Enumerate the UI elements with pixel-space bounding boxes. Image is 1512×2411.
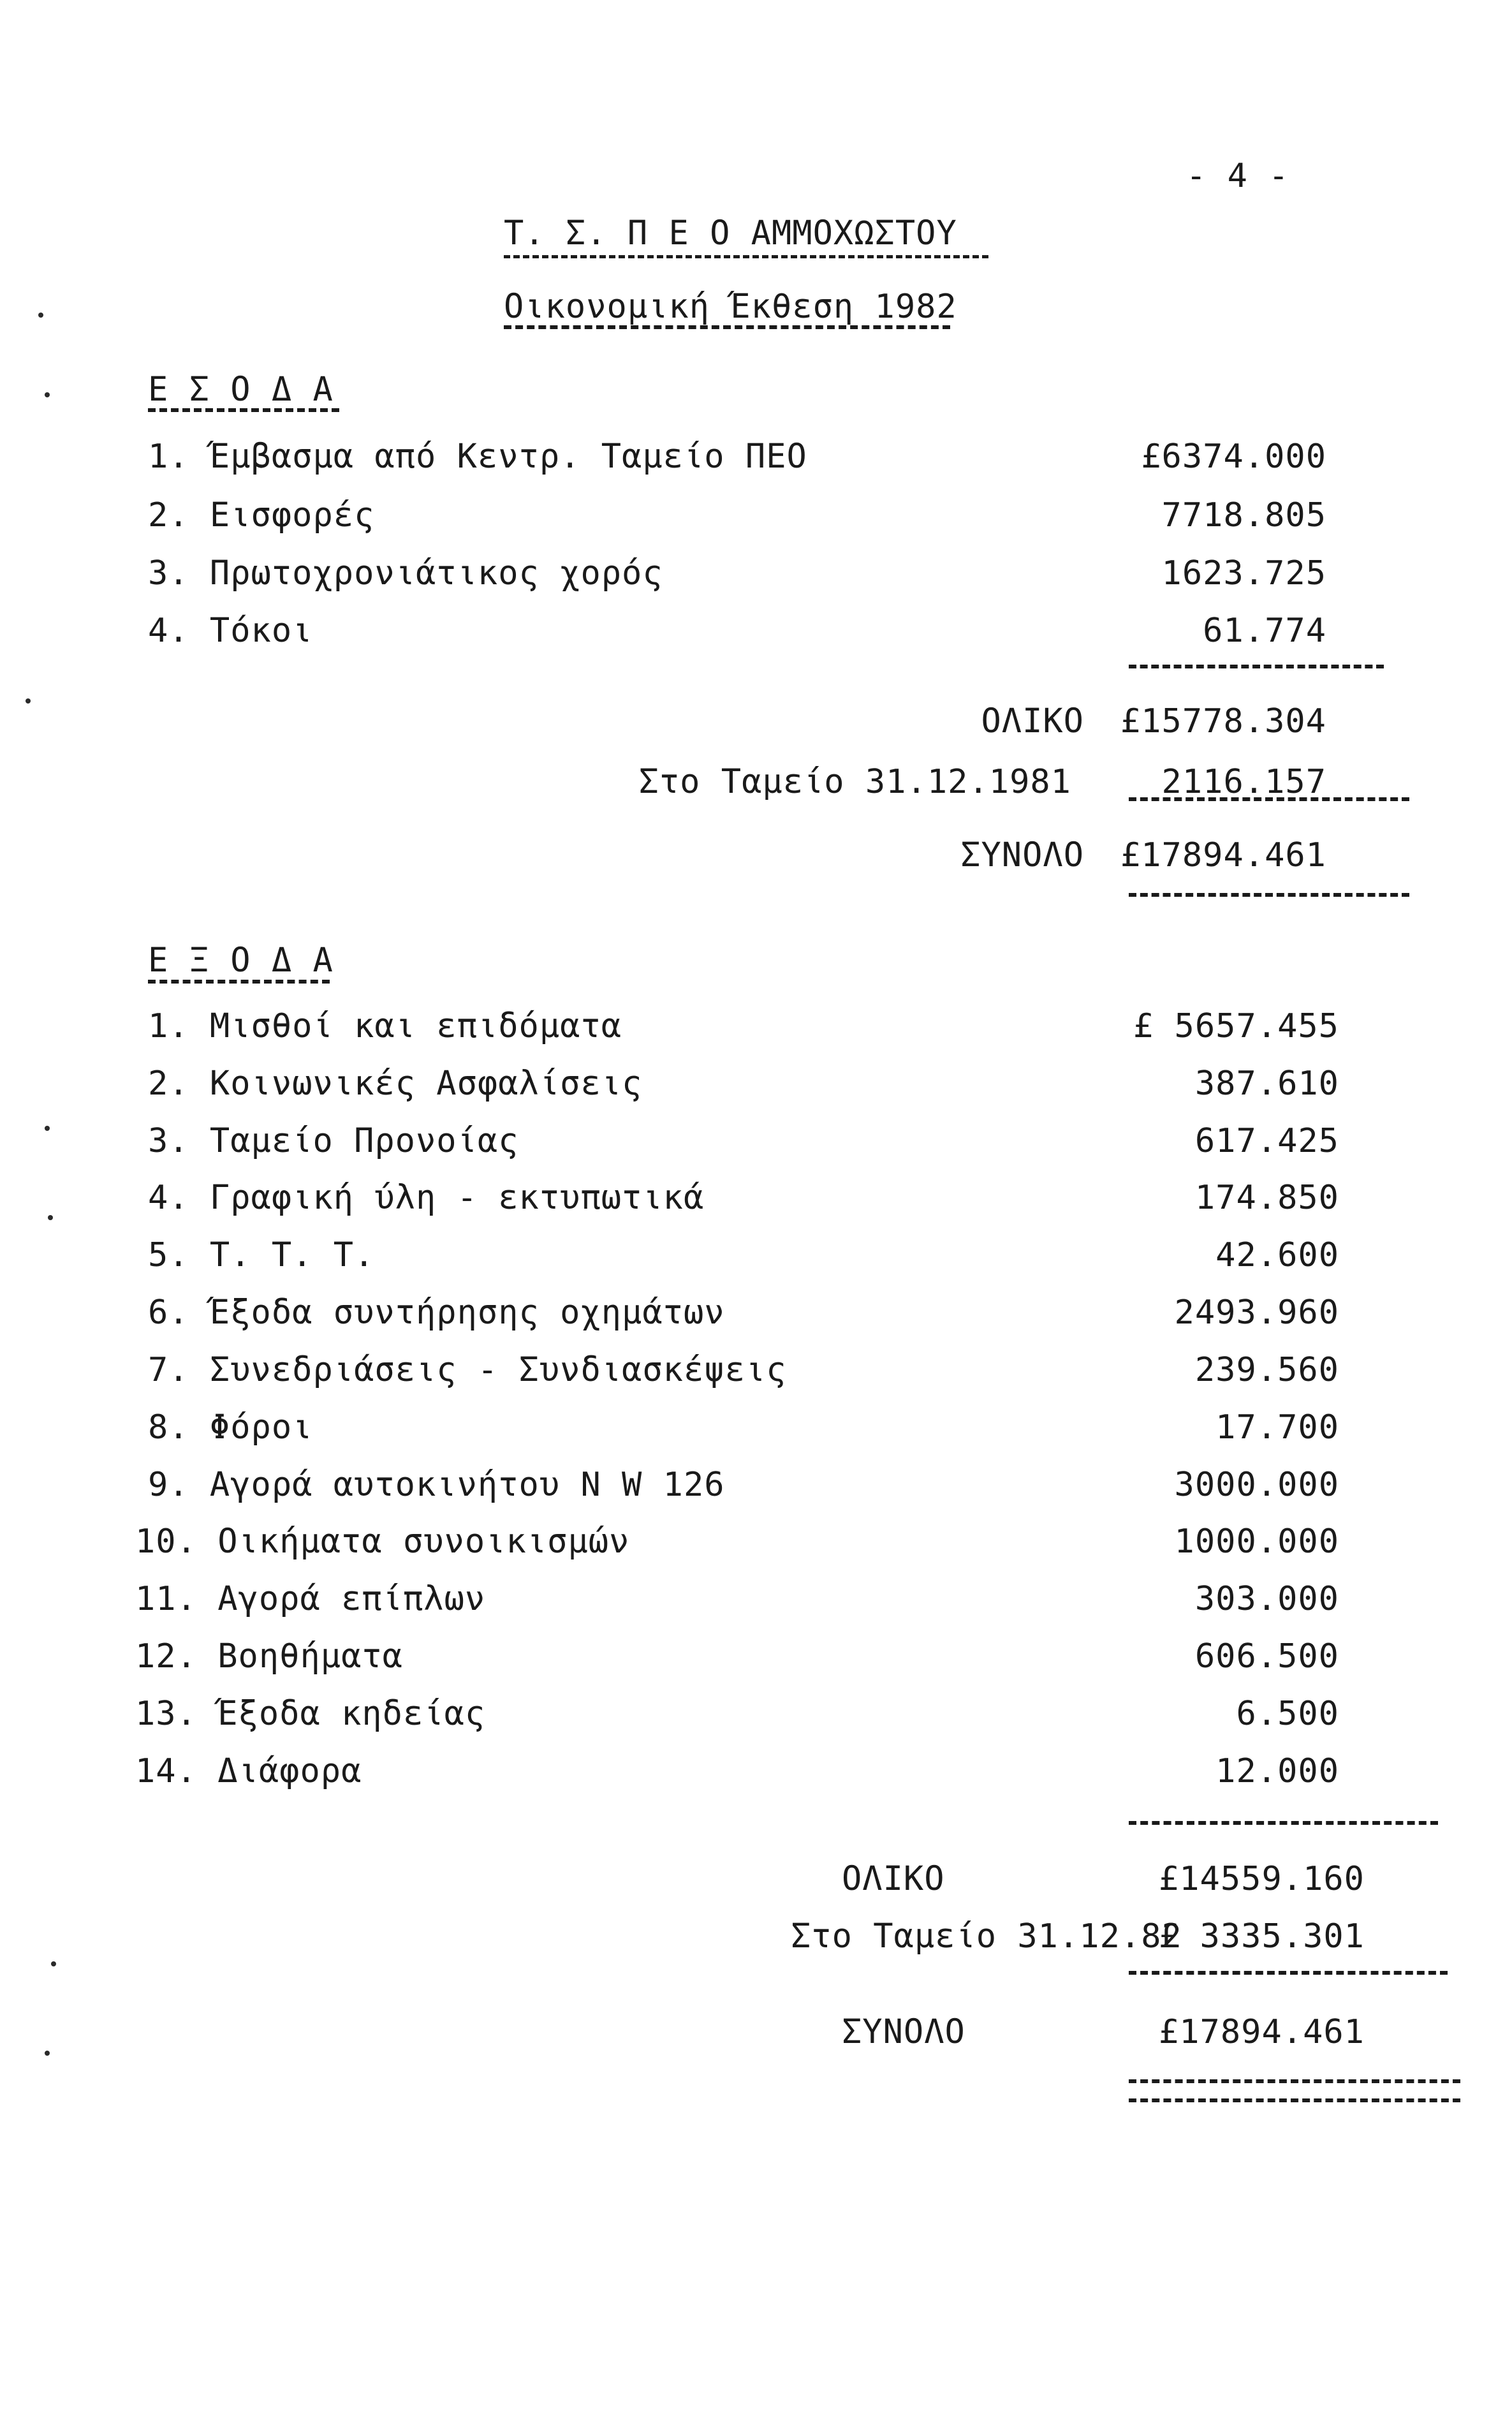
expenses-total-amount: £14559.160 xyxy=(1158,1860,1365,1898)
income-total-amount: £15778.304 xyxy=(1120,702,1326,741)
expense-item-amount: 1000.000 xyxy=(1174,1523,1339,1561)
expense-item-amount: 174.850 xyxy=(1194,1179,1339,1217)
expense-item-amount: 6.500 xyxy=(1236,1695,1339,1733)
income-cash-rule xyxy=(1129,797,1409,801)
report-org-title: Τ. Σ. Π Ε Ο ΑΜΜΟΧΩΣΤΟΥ xyxy=(504,214,957,253)
income-item-label: 1. Έμβασμα από Κεντρ. Ταμείο ΠΕΟ xyxy=(148,438,807,476)
subtitle-underline xyxy=(504,325,950,329)
expense-item-label: 1. Μισθοί και επιδόματα xyxy=(148,1007,622,1045)
expense-item-amount: 239.560 xyxy=(1194,1351,1339,1389)
expense-item-amount: 17.700 xyxy=(1215,1408,1339,1447)
scan-speck xyxy=(45,392,50,397)
expense-item-amount: 42.600 xyxy=(1215,1236,1339,1274)
expenses-total-label: ΟΛΙΚΟ xyxy=(842,1860,945,1898)
expense-item-label: 12. Βοηθήματα xyxy=(135,1637,403,1676)
expense-item-label: 14. Διάφορα xyxy=(135,1752,362,1790)
income-item-label: 4. Τόκοι xyxy=(148,612,313,650)
income-cash-label: Στο Ταμείο 31.12.1981 xyxy=(638,763,1071,801)
income-item-label: 2. Εισφορές xyxy=(148,496,375,535)
income-item-amount: 7718.805 xyxy=(1161,496,1326,535)
expense-item-label: 6. Έξοδα συντήρησης οχημάτων xyxy=(148,1294,725,1332)
income-item-amount: 61.774 xyxy=(1203,612,1326,650)
income-heading: Ε Σ Ο Δ Α xyxy=(148,371,334,409)
expenses-heading-underline xyxy=(148,980,330,984)
expense-item-amount: 3000.000 xyxy=(1174,1466,1339,1504)
title-underline xyxy=(504,255,988,258)
expense-item-amount: 606.500 xyxy=(1194,1637,1339,1676)
expense-item-label: 3. Ταμείο Προνοίας xyxy=(148,1122,519,1160)
income-sum-label: ΣΥΝΟΛΟ xyxy=(960,836,1084,874)
scan-speck xyxy=(38,313,43,318)
expense-item-amount: 387.610 xyxy=(1194,1065,1339,1103)
income-sum-rule xyxy=(1129,893,1409,897)
income-cash-amount: 2116.157 xyxy=(1161,763,1326,801)
income-item-amount: 1623.725 xyxy=(1161,554,1326,593)
expense-item-amount: 617.425 xyxy=(1194,1122,1339,1160)
expense-item-label: 2. Κοινωνικές Ασφαλίσεις xyxy=(148,1065,643,1103)
page-number: - 4 - xyxy=(1186,157,1289,195)
expense-item-amount: £ 5657.455 xyxy=(1133,1007,1339,1045)
expenses-sum-amount: £17894.461 xyxy=(1158,2013,1365,2051)
report-subtitle: Οικονομική Έκθεση 1982 xyxy=(504,288,957,326)
income-item-amount: £6374.000 xyxy=(1141,438,1326,476)
expenses-cash-label: Στο Ταμείο 31.12.82 xyxy=(791,1917,1182,1956)
income-sum-amount: £17894.461 xyxy=(1120,836,1326,874)
scan-speck xyxy=(45,1126,50,1131)
expenses-heading: Ε Ξ Ο Δ Α xyxy=(148,941,334,980)
expense-item-label: 10. Οικήματα συνοικισμών xyxy=(135,1523,630,1561)
expenses-cash-amount: £ 3335.301 xyxy=(1158,1917,1365,1956)
scan-speck xyxy=(48,1215,53,1220)
expenses-sum-rule-2 xyxy=(1129,2098,1460,2102)
scan-speck xyxy=(51,1961,56,1966)
expense-items-rule xyxy=(1129,1821,1438,1825)
expense-item-label: 5. Τ. Τ. Τ. xyxy=(148,1236,375,1274)
expense-item-amount: 2493.960 xyxy=(1174,1294,1339,1332)
income-heading-underline xyxy=(148,408,339,412)
expense-item-label: 13. Έξοδα κηδείας xyxy=(135,1695,486,1733)
expense-item-label: 4. Γραφική ύλη - εκτυπωτικά xyxy=(148,1179,705,1217)
income-item-label: 3. Πρωτοχρονιάτικος χορός xyxy=(148,554,663,593)
expense-item-label: 7. Συνεδριάσεις - Συνδιασκέψεις xyxy=(148,1351,787,1389)
expenses-cash-rule xyxy=(1129,1971,1448,1975)
expense-item-label: 11. Αγορά επίπλων xyxy=(135,1580,486,1618)
expense-item-amount: 303.000 xyxy=(1194,1580,1339,1618)
income-total-label: ΟΛΙΚΟ xyxy=(981,702,1084,741)
income-items-rule xyxy=(1129,665,1384,668)
scan-speck xyxy=(45,2051,50,2056)
expenses-sum-label: ΣΥΝΟΛΟ xyxy=(842,2013,965,2051)
scan-speck xyxy=(26,698,31,704)
expense-item-amount: 12.000 xyxy=(1215,1752,1339,1790)
expense-item-label: 9. Αγορά αυτοκινήτου N W 126 xyxy=(148,1466,725,1504)
expenses-sum-rule-1 xyxy=(1129,2079,1460,2083)
expense-item-label: 8. Φόροι xyxy=(148,1408,313,1447)
